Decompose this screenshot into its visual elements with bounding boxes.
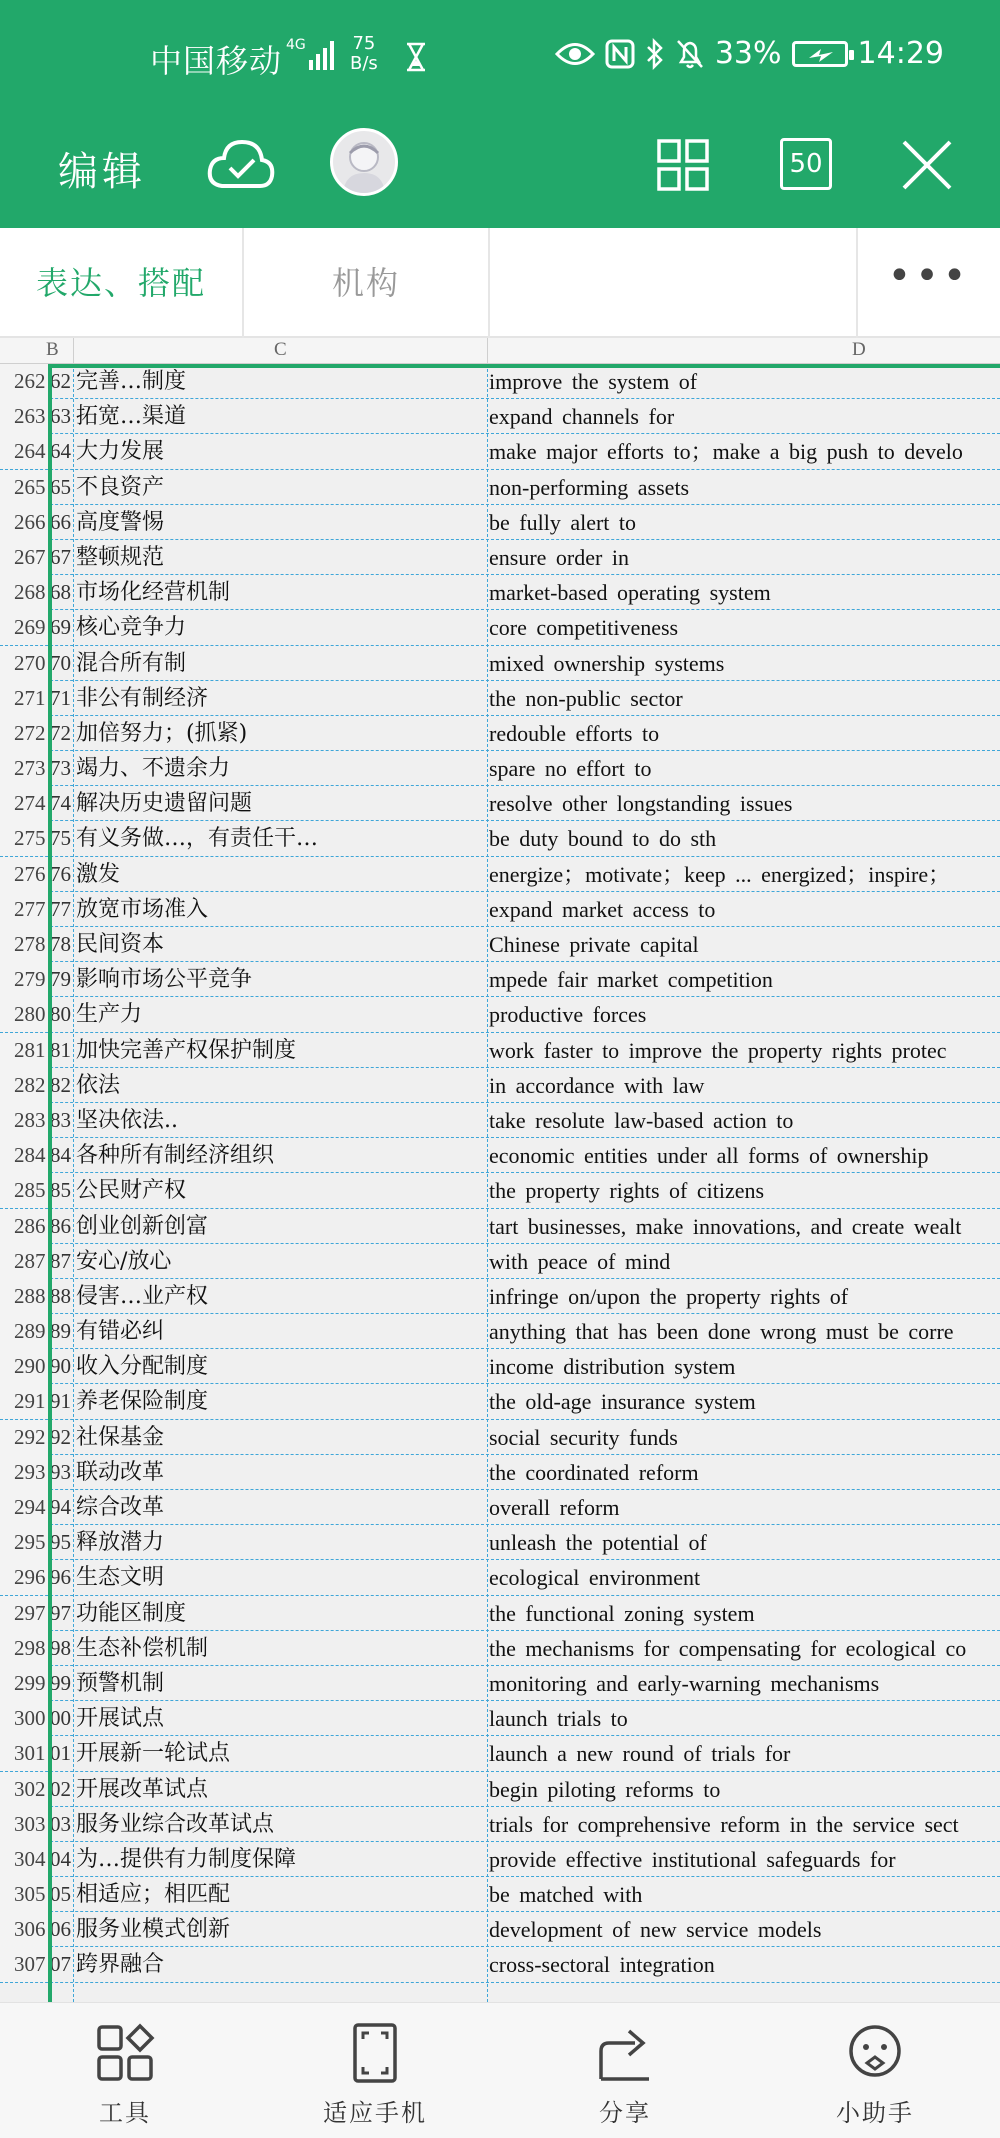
row-number: 302 [0, 1772, 50, 1807]
row-number: 284 [0, 1138, 50, 1173]
row-number: 294 [0, 1490, 50, 1525]
cell-english-translation[interactable]: productive forces [489, 1002, 647, 1028]
network-type: 4G [286, 37, 306, 53]
share-button[interactable] [500, 2003, 750, 2138]
cell-english-translation[interactable]: economic entities under all forms of ownership [489, 1143, 929, 1169]
column-header-d[interactable]: D [852, 339, 866, 360]
cell-english-translation[interactable]: market-based operating system [489, 580, 771, 606]
cell-chinese-term[interactable]: 加倍努力；(抓紧) [76, 720, 248, 746]
cell-chinese-term[interactable]: 社保基金 [76, 1424, 165, 1450]
cell-b[interactable]: 75 [50, 826, 71, 851]
cell-english-translation[interactable]: Chinese private capital [489, 932, 699, 957]
battery-icon [792, 41, 848, 67]
cell-b[interactable]: 81 [50, 1037, 71, 1062]
status-bar [0, 0, 1000, 110]
cell-b[interactable]: 89 [50, 1319, 71, 1344]
table-row[interactable] [0, 857, 1000, 892]
cell-english-translation[interactable]: overall reform [489, 1495, 620, 1520]
row-number: 305 [0, 1877, 50, 1912]
table-row[interactable] [0, 1244, 1000, 1279]
table-row[interactable] [0, 540, 1000, 575]
table-row[interactable] [0, 1420, 1000, 1455]
cell-english-translation[interactable]: the coordinated reform [489, 1459, 699, 1485]
cell-chinese-term[interactable]: 竭力、不遗余力 [76, 756, 231, 782]
cell-b[interactable]: 77 [50, 896, 71, 921]
row-number: 279 [0, 962, 50, 997]
cell-english-translation[interactable]: the non-public sector [489, 685, 683, 711]
cell-chinese-term[interactable]: 相适应；相匹配 [76, 1882, 231, 1908]
table-row[interactable] [0, 1596, 1000, 1631]
row-number: 307 [0, 1947, 50, 1982]
cell-english-translation[interactable]: work faster to improve the property rights protec [489, 1037, 947, 1063]
column-divider-bc [73, 364, 74, 2002]
cell-b[interactable]: 94 [50, 1495, 71, 1519]
cell-b[interactable]: 85 [50, 1178, 71, 1203]
nfc-icon [605, 39, 635, 69]
table-row[interactable] [0, 821, 1000, 856]
cell-english-translation[interactable]: income distribution system [489, 1354, 736, 1380]
page-count-button[interactable]: 50 [780, 138, 832, 190]
cell-chinese-term[interactable]: 高度警惕 [76, 509, 165, 535]
cell-b[interactable]: 92 [50, 1424, 71, 1449]
cell-english-translation[interactable]: launch trials to [489, 1706, 628, 1732]
row-number: 268 [0, 575, 50, 610]
cell-b[interactable]: 91 [50, 1389, 71, 1414]
row-number: 303 [0, 1807, 50, 1842]
table-row[interactable] [0, 751, 1000, 786]
cell-chinese-term[interactable]: 为…提供有力制度保障 [76, 1846, 297, 1872]
cell-english-translation[interactable]: take resolute law-based action to [489, 1107, 794, 1133]
table-row[interactable] [0, 1455, 1000, 1490]
table-row[interactable] [0, 470, 1000, 505]
row-number: 290 [0, 1349, 50, 1384]
row-number: 292 [0, 1420, 50, 1455]
cell-chinese-term[interactable]: 加快完善产权保护制度 [76, 1037, 297, 1063]
row-number: 266 [0, 505, 50, 540]
cell-english-translation[interactable]: resolve other longstanding issues [489, 791, 793, 817]
cell-chinese-term[interactable]: 开展新一轮试点 [76, 1741, 231, 1767]
tools-button[interactable] [0, 2003, 250, 2138]
cell-b[interactable]: 98 [50, 1635, 71, 1660]
row-number: 280 [0, 997, 50, 1032]
more-tabs-button[interactable]: ••• [856, 228, 1000, 338]
cell-english-translation[interactable]: spare no effort to [489, 756, 652, 782]
cell-b[interactable]: 80 [50, 1002, 71, 1027]
cell-chinese-term[interactable]: 功能区制度 [76, 1600, 187, 1626]
table-row[interactable] [0, 1736, 1000, 1771]
cell-b[interactable]: 07 [50, 1952, 71, 1977]
row-number: 298 [0, 1631, 50, 1666]
cell-chinese-term[interactable]: 完善…制度 [76, 369, 187, 394]
sheet-tabs [0, 228, 1000, 338]
table-row[interactable] [0, 1209, 1000, 1244]
bottom-toolbar [0, 2002, 1000, 2138]
table-row[interactable] [0, 1349, 1000, 1384]
table-row[interactable] [0, 646, 1000, 681]
cell-english-translation[interactable]: launch a new round of trials for [489, 1741, 791, 1767]
cell-b[interactable]: 86 [50, 1213, 71, 1238]
row-number: 291 [0, 1384, 50, 1419]
cell-b[interactable]: 06 [50, 1917, 71, 1942]
cell-english-translation[interactable]: non-performing assets [489, 474, 690, 500]
cell-b[interactable]: 04 [50, 1846, 71, 1871]
cell-b[interactable]: 02 [50, 1776, 71, 1801]
table-row[interactable] [0, 962, 1000, 997]
cell-english-translation[interactable]: the old-age insurance system [489, 1389, 756, 1415]
table-row[interactable] [0, 716, 1000, 751]
table-row[interactable] [0, 1490, 1000, 1525]
table-row[interactable] [0, 1279, 1000, 1314]
row-number: 293 [0, 1455, 50, 1490]
cell-chinese-term[interactable]: 生产力 [76, 1002, 143, 1028]
cell-b[interactable]: 63 [50, 404, 71, 429]
cell-chinese-term[interactable]: 跨界融合 [76, 1952, 165, 1978]
row-number: 267 [0, 540, 50, 575]
row-number: 295 [0, 1525, 50, 1560]
mute-bell-icon [675, 38, 705, 70]
cell-english-translation[interactable]: unleash the potential of [489, 1530, 707, 1556]
cell-english-translation[interactable]: be matched with [489, 1882, 643, 1908]
table-row[interactable] [0, 1525, 1000, 1560]
battery-percent: 33% [714, 36, 782, 71]
table-row[interactable] [0, 1384, 1000, 1419]
row-number: 301 [0, 1736, 50, 1771]
cell-english-translation[interactable]: improve the system of [489, 369, 698, 394]
cell-chinese-term[interactable]: 非公有制经济 [76, 685, 209, 711]
cell-chinese-term[interactable]: 生态文明 [76, 1565, 165, 1591]
cell-b[interactable]: 67 [50, 544, 71, 569]
row-number: 277 [0, 892, 50, 927]
cell-chinese-term[interactable]: 侵害…业产权 [76, 1283, 209, 1309]
cell-chinese-term[interactable]: 混合所有制 [76, 650, 187, 676]
status-right [555, 36, 944, 71]
cell-b[interactable]: 97 [50, 1600, 71, 1625]
user-avatar[interactable] [330, 128, 398, 196]
close-icon[interactable] [900, 138, 954, 192]
network-speed [350, 34, 378, 74]
cell-chinese-term[interactable]: 解决历史遗留问题 [76, 791, 253, 817]
cell-b[interactable]: 82 [50, 1072, 71, 1097]
table-row[interactable] [0, 399, 1000, 434]
table-row[interactable] [0, 1314, 1000, 1349]
table-row[interactable] [0, 1807, 1000, 1842]
table-row[interactable] [0, 1912, 1000, 1947]
row-number: 278 [0, 927, 50, 962]
table-row[interactable] [0, 1560, 1000, 1595]
table-row[interactable] [0, 364, 1000, 399]
assistant-button[interactable] [750, 2003, 1000, 2138]
row-number: 296 [0, 1560, 50, 1595]
cell-chinese-term[interactable]: 激发 [76, 861, 121, 887]
spreadsheet-grid[interactable] [0, 338, 1000, 2002]
table-row[interactable] [0, 997, 1000, 1032]
cell-b[interactable]: 76 [50, 861, 71, 886]
cell-b[interactable]: 64 [50, 439, 71, 464]
row-number: 306 [0, 1912, 50, 1947]
row-number: 287 [0, 1244, 50, 1279]
cell-english-translation[interactable]: in accordance with law [489, 1072, 705, 1098]
row-number: 273 [0, 751, 50, 786]
table-row[interactable] [0, 610, 1000, 645]
cell-b[interactable]: 69 [50, 615, 71, 640]
cell-chinese-term[interactable]: 安心/放心 [76, 1248, 172, 1274]
row-number: 300 [0, 1701, 50, 1736]
cell-b[interactable]: 05 [50, 1882, 71, 1907]
cell-chinese-term[interactable]: 民间资本 [76, 932, 165, 957]
cell-chinese-term[interactable]: 影响市场公平竞争 [76, 967, 253, 993]
cell-chinese-term[interactable]: 生态补偿机制 [76, 1635, 209, 1661]
cell-b[interactable]: 72 [50, 720, 71, 745]
table-row[interactable] [0, 1068, 1000, 1103]
cell-english-translation[interactable]: energize；motivate；keep ... energized；inspire； [489, 861, 951, 887]
row-number: 263 [0, 399, 50, 434]
cell-english-translation[interactable]: tart businesses, make innovations, and create wealt [489, 1213, 962, 1239]
cell-english-translation[interactable]: mpede fair market competition [489, 967, 773, 993]
hourglass-icon [405, 42, 427, 72]
bluetooth-icon [645, 38, 665, 70]
column-header-c[interactable]: C [274, 339, 287, 360]
clock-time: 14:29 [857, 36, 944, 71]
cell-english-translation[interactable]: expand channels for [489, 404, 675, 430]
cell-b[interactable]: 79 [50, 967, 71, 992]
table-row[interactable] [0, 575, 1000, 610]
table-row[interactable] [0, 892, 1000, 927]
cell-english-translation[interactable]: make major efforts to；make a big push to develo [489, 439, 963, 465]
table-row[interactable] [0, 505, 1000, 540]
cell-b[interactable]: 73 [50, 756, 71, 781]
grid-view-icon[interactable] [656, 138, 710, 192]
cell-chinese-term[interactable]: 综合改革 [76, 1495, 165, 1520]
cell-b[interactable]: 96 [50, 1565, 71, 1590]
cell-english-translation[interactable]: the property rights of citizens [489, 1178, 765, 1204]
row-number: 274 [0, 786, 50, 821]
fit-screen-icon [345, 2023, 405, 2083]
row-number: 299 [0, 1666, 50, 1701]
table-row[interactable] [0, 1877, 1000, 1912]
cell-english-translation[interactable]: redouble efforts to [489, 720, 660, 746]
cell-chinese-term[interactable]: 服务业模式创新 [76, 1917, 231, 1943]
tab-expressions[interactable]: 表达、搭配 [0, 228, 244, 338]
table-row[interactable] [0, 1033, 1000, 1068]
row-number: 283 [0, 1103, 50, 1138]
cell-chinese-term[interactable]: 依法 [76, 1072, 121, 1098]
row-number: 276 [0, 857, 50, 892]
speed-unit: B/s [350, 53, 378, 74]
cell-chinese-term[interactable]: 养老保险制度 [76, 1389, 209, 1415]
cell-english-translation[interactable]: the functional zoning system [489, 1600, 755, 1626]
table-row[interactable] [0, 786, 1000, 821]
cell-b[interactable]: 68 [50, 580, 71, 605]
cell-b[interactable]: 90 [50, 1354, 71, 1379]
row-number: 264 [0, 434, 50, 469]
cell-chinese-term[interactable]: 不良资产 [76, 474, 165, 500]
row-number: 304 [0, 1842, 50, 1877]
cell-english-translation[interactable]: be duty bound to do sth [489, 826, 717, 852]
row-number: 270 [0, 646, 50, 681]
row-number: 282 [0, 1068, 50, 1103]
cell-english-translation[interactable]: mixed ownership systems [489, 650, 725, 676]
cell-english-translation[interactable]: begin piloting reforms to [489, 1776, 721, 1802]
assistant-robot-icon [845, 2023, 905, 2083]
row-number: 262 [0, 364, 50, 399]
table-row[interactable] [0, 927, 1000, 962]
app-header [0, 110, 1000, 228]
cell-b[interactable]: 84 [50, 1143, 71, 1168]
row-number: 265 [0, 470, 50, 505]
cell-english-translation[interactable]: anything that has been done wrong must be corre [489, 1319, 954, 1345]
assistant-label: 小助手 [836, 2099, 914, 2127]
cell-english-translation[interactable]: provide effective institutional safeguards for [489, 1846, 896, 1872]
cell-b[interactable]: 87 [50, 1248, 71, 1273]
fit-phone-button[interactable] [250, 2003, 500, 2138]
row-number: 297 [0, 1596, 50, 1631]
cell-chinese-term[interactable]: 各种所有制经济组织 [76, 1143, 275, 1169]
cell-english-translation[interactable]: be fully alert to [489, 509, 637, 535]
row-number: 288 [0, 1279, 50, 1314]
table-row[interactable] [0, 434, 1000, 469]
cell-chinese-term[interactable]: 坚决依法.. [76, 1107, 178, 1133]
cell-chinese-term[interactable]: 核心竞争力 [76, 615, 187, 641]
cell-chinese-term[interactable]: 预警机制 [76, 1670, 165, 1696]
table-row[interactable] [0, 681, 1000, 716]
cell-chinese-term[interactable]: 联动改革 [76, 1459, 165, 1485]
cell-chinese-term[interactable]: 整顿规范 [76, 544, 165, 570]
cell-b[interactable]: 62 [50, 369, 71, 393]
fit-phone-label: 适应手机 [323, 2099, 427, 2127]
cell-chinese-term[interactable]: 有义务做…，有责任干… [76, 826, 319, 852]
cell-chinese-term[interactable]: 开展改革试点 [76, 1776, 209, 1802]
table-row[interactable] [0, 1947, 1000, 1982]
table-row[interactable] [0, 1138, 1000, 1173]
cell-b[interactable]: 70 [50, 650, 71, 675]
cell-b[interactable]: 99 [50, 1670, 71, 1695]
row-number: 275 [0, 821, 50, 856]
eye-icon [555, 41, 595, 67]
table-row[interactable] [0, 1842, 1000, 1877]
cell-english-translation[interactable]: development of new service models [489, 1917, 822, 1943]
cell-chinese-term[interactable]: 有错必纠 [76, 1319, 165, 1345]
table-row[interactable] [0, 1103, 1000, 1138]
cell-english-translation[interactable]: cross-sectoral integration [489, 1952, 715, 1978]
cell-english-translation[interactable]: with peace of mind [489, 1248, 671, 1274]
cell-chinese-term[interactable]: 大力发展 [76, 439, 165, 465]
cell-chinese-term[interactable]: 市场化经营机制 [76, 580, 231, 606]
column-header-row [0, 338, 1000, 364]
column-header-b[interactable]: B [46, 339, 59, 360]
cell-english-translation[interactable]: core competitiveness [489, 615, 679, 641]
table-row[interactable] [0, 1701, 1000, 1736]
table-row[interactable] [0, 1631, 1000, 1666]
cell-english-translation[interactable]: infringe on/upon the property rights of [489, 1283, 849, 1309]
row-number: 271 [0, 681, 50, 716]
cell-english-translation[interactable]: ensure order in [489, 544, 629, 570]
cell-chinese-term[interactable]: 放宽市场准入 [76, 896, 209, 922]
cell-english-translation[interactable]: the mechanisms for compensating for ecological co [489, 1635, 967, 1661]
edit-button[interactable]: 编辑 [58, 149, 146, 195]
row-number: 269 [0, 610, 50, 645]
cell-b[interactable]: 00 [50, 1706, 71, 1731]
column-divider-cd [487, 364, 488, 2002]
share-label: 分享 [599, 2099, 651, 2127]
cell-b[interactable]: 88 [50, 1283, 71, 1308]
cell-chinese-term[interactable]: 收入分配制度 [76, 1354, 209, 1380]
cell-b[interactable]: 83 [50, 1107, 71, 1132]
cell-b[interactable]: 65 [50, 474, 71, 499]
cell-b[interactable]: 93 [50, 1459, 71, 1484]
cell-b[interactable]: 71 [50, 685, 71, 710]
cell-chinese-term[interactable]: 公民财产权 [76, 1178, 187, 1204]
cell-b[interactable]: 74 [50, 791, 71, 816]
row-number: 286 [0, 1209, 50, 1244]
cell-english-translation[interactable]: trials for comprehensive reform in the service sect [489, 1811, 959, 1837]
cloud-sync-icon[interactable] [206, 134, 276, 194]
row-number: 281 [0, 1033, 50, 1068]
row-number: 272 [0, 716, 50, 751]
cell-b[interactable]: 03 [50, 1811, 71, 1836]
cell-chinese-term[interactable]: 创业创新创富 [76, 1213, 209, 1239]
row-number: 289 [0, 1314, 50, 1349]
table-row[interactable] [0, 1772, 1000, 1807]
cell-b[interactable]: 78 [50, 932, 71, 956]
row-number: 285 [0, 1173, 50, 1208]
signal-icon [308, 40, 336, 70]
cell-b[interactable]: 01 [50, 1741, 71, 1766]
tools-icon [95, 2023, 155, 2083]
cell-chinese-term[interactable]: 拓宽…渠道 [76, 404, 187, 430]
cell-english-translation[interactable]: social security funds [489, 1424, 678, 1450]
cell-english-translation[interactable]: monitoring and early-warning mechanisms [489, 1670, 880, 1696]
cell-chinese-term[interactable]: 释放潜力 [76, 1530, 165, 1556]
table-row[interactable] [0, 1666, 1000, 1701]
cell-chinese-term[interactable]: 服务业综合改革试点 [76, 1811, 275, 1837]
tab-institutions[interactable]: 机构 [244, 228, 490, 338]
table-row[interactable] [0, 1173, 1000, 1208]
cell-b[interactable]: 66 [50, 509, 71, 534]
speed-value: 75 [352, 33, 376, 54]
cell-english-translation[interactable]: ecological environment [489, 1565, 701, 1591]
share-icon [595, 2023, 655, 2083]
tools-label: 工具 [99, 2099, 151, 2127]
app-top-bar [0, 0, 1000, 228]
rows-container [0, 364, 1000, 1983]
cell-b[interactable]: 95 [50, 1530, 71, 1555]
carrier-name: 中国移动 [150, 42, 283, 80]
cell-english-translation[interactable]: expand market access to [489, 896, 716, 922]
cell-chinese-term[interactable]: 开展试点 [76, 1706, 165, 1732]
